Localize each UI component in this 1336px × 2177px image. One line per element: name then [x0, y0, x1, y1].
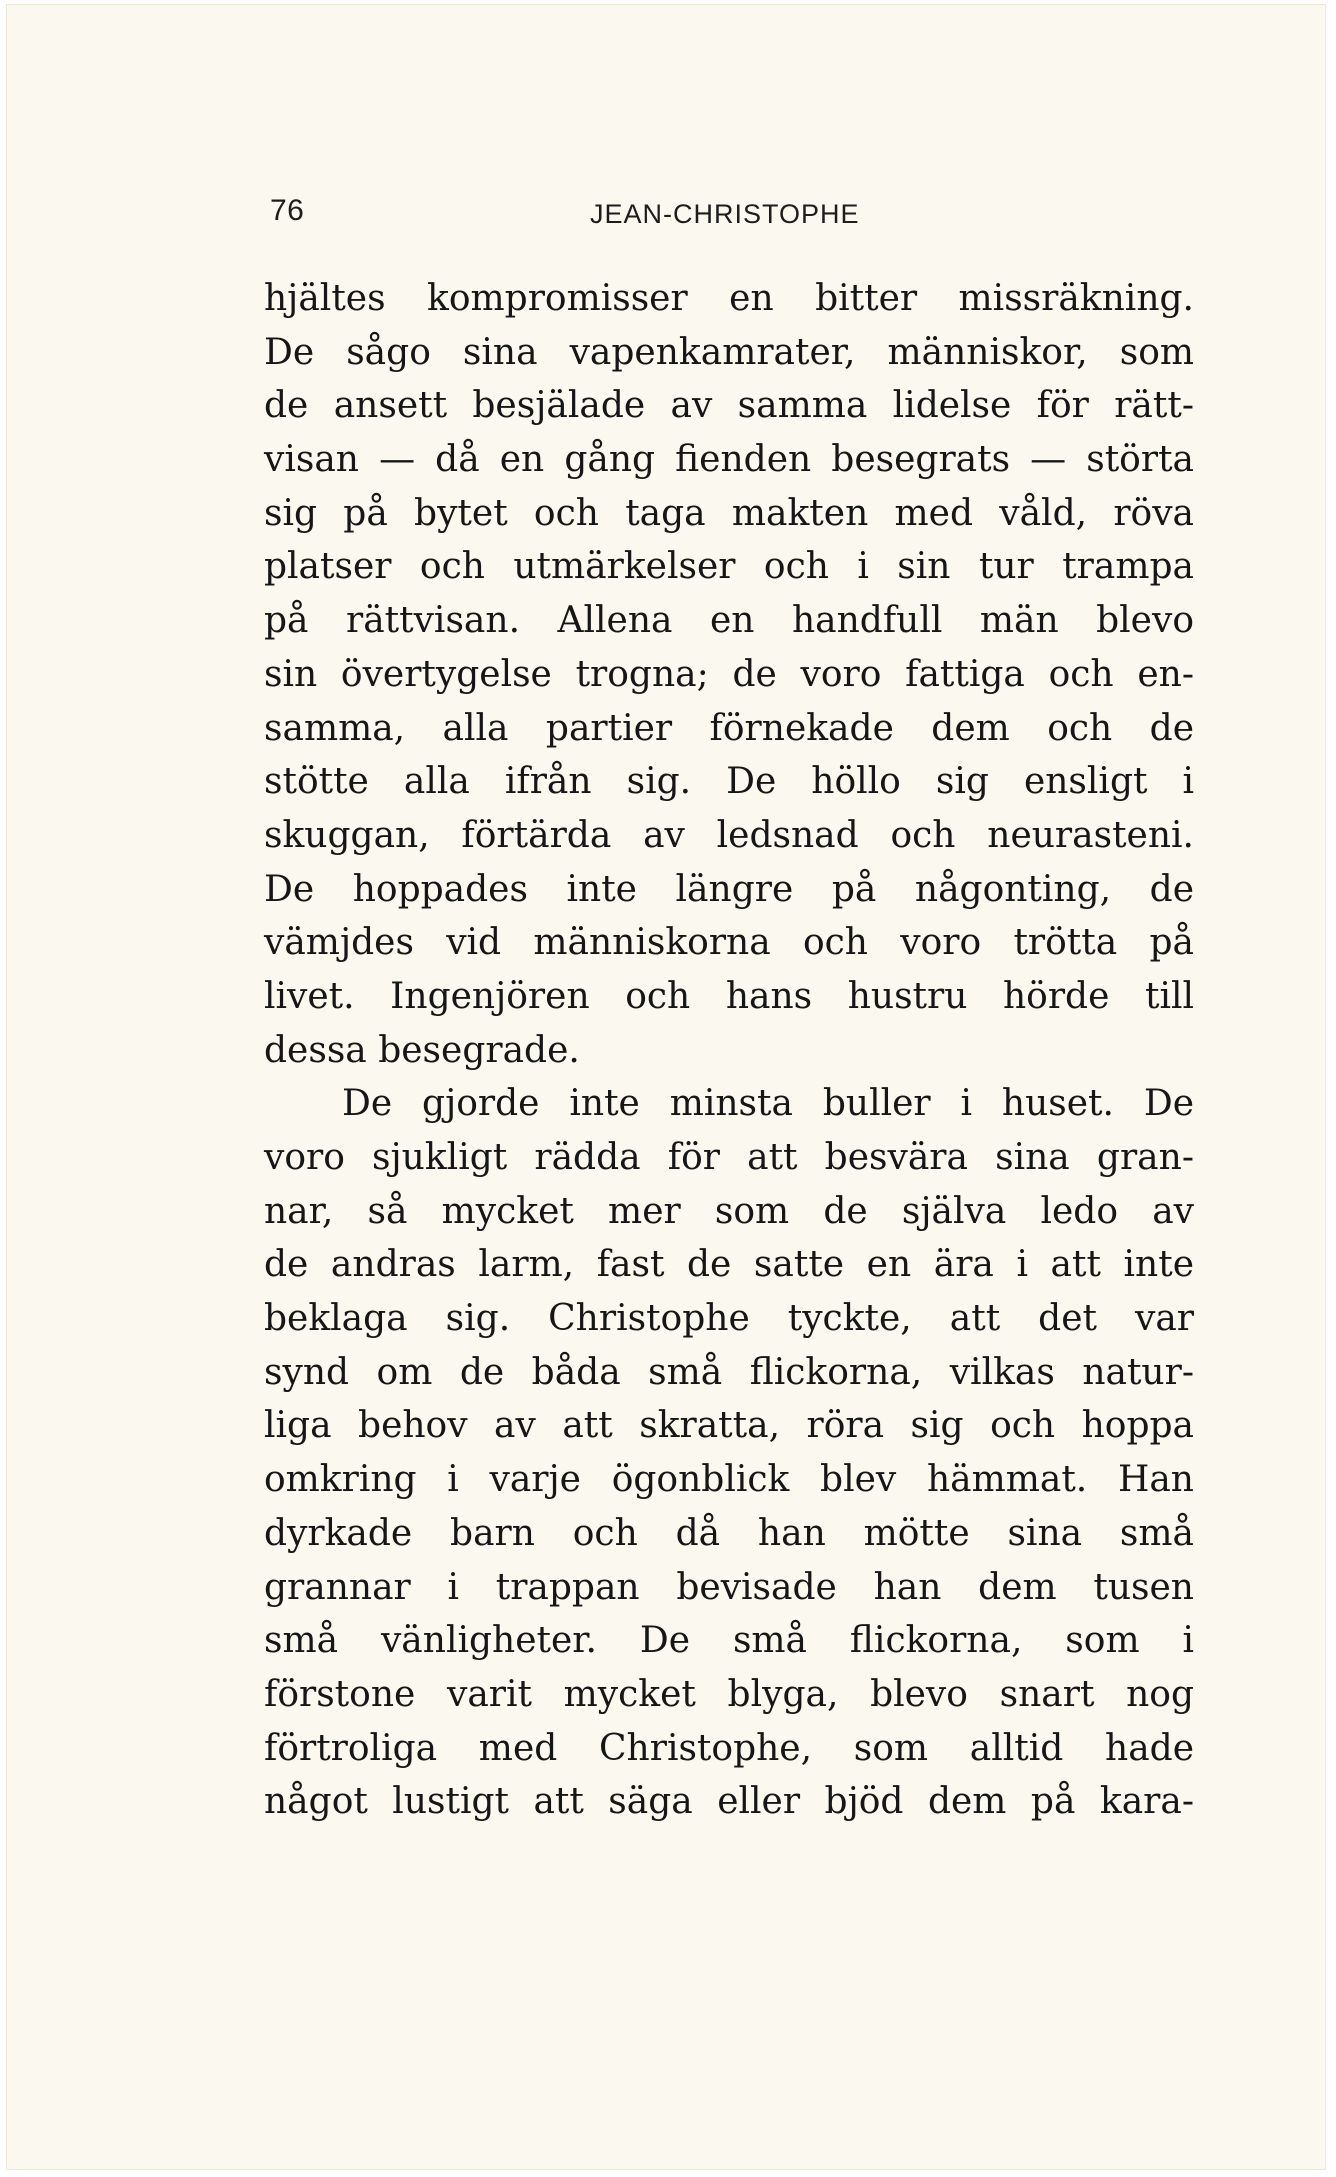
text-line: nar, så mycket mer som de själva ledo av — [264, 1190, 1194, 1232]
text-line: stötte alla ifrån sig. De höllo sig ensligt i — [264, 761, 1194, 803]
text-line: platser och utmärkelser och i sin tur trampa — [264, 546, 1194, 588]
text-line: små vänligheter. De små flickorna, som i — [264, 1620, 1194, 1662]
text-line: på rättvisan. Allena en handfull män blevo — [264, 600, 1194, 642]
text-line: grannar i trappan bevisade han dem tusen — [264, 1566, 1194, 1608]
text-line: dyrkade barn och då han mötte sina små — [264, 1512, 1194, 1554]
text-line: De hoppades inte längre på någonting, de — [264, 868, 1194, 910]
text-line: visan — då en gång fienden besegrats — störta — [264, 439, 1194, 481]
text-line: liga behov av att skratta, röra sig och hoppa — [264, 1405, 1194, 1447]
text-line: skuggan, förtärda av ledsnad och neurasteni. — [264, 814, 1194, 856]
text-line: synd om de båda små flickorna, vilkas natur- — [264, 1351, 1194, 1393]
text-line: beklaga sig. Christophe tyckte, att det var — [264, 1298, 1194, 1340]
text-line: de ansett besjälade av samma lidelse för rätt- — [264, 385, 1194, 427]
text-line: voro sjukligt rädda för att besvära sina gran- — [264, 1137, 1194, 1178]
body-text — [264, 272, 1194, 1829]
text-line: omkring i varje ögonblick blev hämmat. Han — [264, 1459, 1194, 1501]
book-page — [6, 4, 1326, 2170]
page-number: 76 — [270, 194, 305, 227]
text-line: vämjdes vid människorna och voro trötta på — [264, 922, 1194, 964]
text-line: samma, alla partier förnekade dem och de — [264, 707, 1194, 749]
page-header — [270, 194, 1206, 248]
text-line: något lustigt att säga eller bjöd dem på kara- — [264, 1781, 1194, 1823]
text-line: förtroliga med Christophe, som alltid hade — [264, 1727, 1194, 1769]
text-line: sin övertygelse trogna; de voro fattiga och en- — [264, 653, 1194, 695]
text-line: sig på bytet och taga makten med våld, röva — [264, 492, 1194, 534]
text-line: De sågo sina vapenkamrater, människor, som — [264, 331, 1194, 373]
text-line: hjältes kompromisser en bitter missräkning. — [264, 278, 1194, 319]
paragraph-end-line: dessa besegrade. — [264, 1029, 580, 1071]
text-line: livet. Ingenjören och hans hustru hörde till — [264, 975, 1194, 1017]
text-line: de andras larm, fast de satte en ära i att inte — [264, 1244, 1194, 1286]
text-line: förstone varit mycket blyga, blevo snart nog — [264, 1673, 1194, 1715]
running-title: JEAN-CHRISTOPHE — [590, 199, 860, 229]
paragraph-start-line: De gjorde inte minsta buller i huset. De — [342, 1083, 1194, 1125]
